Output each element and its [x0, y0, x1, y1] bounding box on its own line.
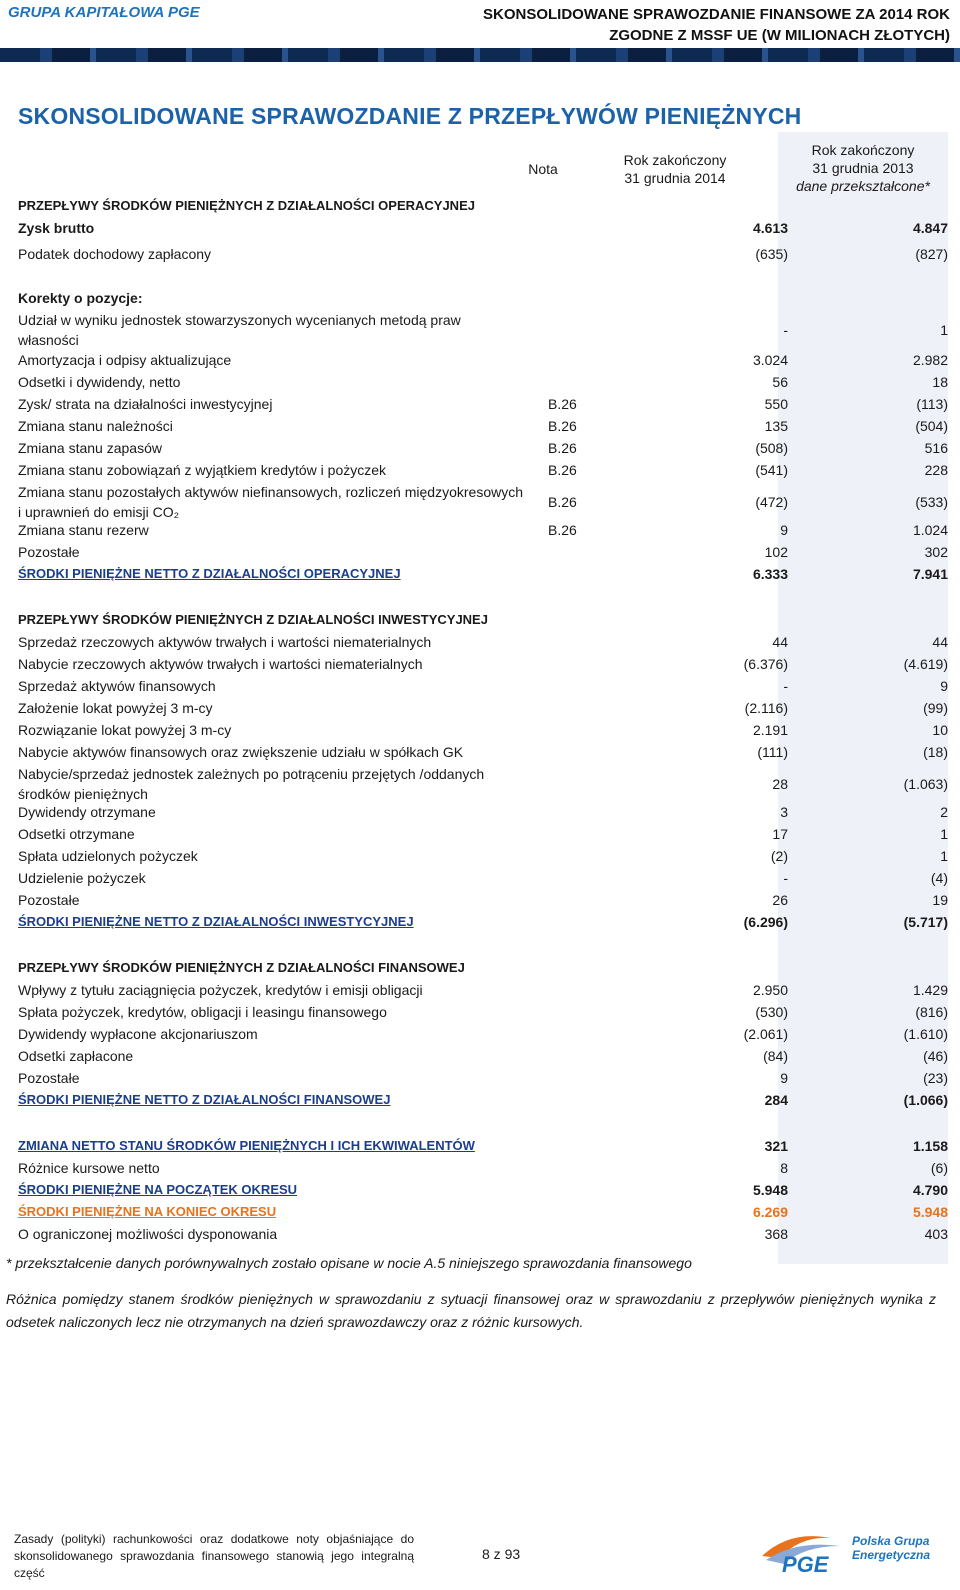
table-row: [18, 868, 948, 888]
row-value-2014: -: [783, 870, 788, 886]
row-value-2013: 10: [932, 722, 948, 738]
table-row: [18, 288, 948, 308]
row-value-2014: (508): [755, 440, 788, 456]
row-note: B.26: [548, 522, 577, 538]
header-decorative-band: [0, 48, 960, 62]
row-value-2014: -: [783, 678, 788, 694]
row-label: Dywidendy wypłacone akcjonariuszom: [18, 1026, 258, 1042]
row-value-2013: 1.158: [912, 1138, 948, 1154]
row-label: ŚRODKI PIENIĘŻNE NETTO Z DZIAŁALNOŚCI INWESTYCYJNEJ: [18, 914, 414, 929]
row-value-2013: 228: [924, 462, 948, 478]
row-value-2013: 1.024: [912, 522, 948, 538]
section-header-row: [18, 610, 948, 630]
row-value-2014: (541): [755, 462, 788, 478]
page-number: 8 z 93: [482, 1546, 521, 1562]
logo-caption: [852, 1534, 930, 1562]
table-row: [18, 824, 948, 844]
row-value-2013: 4.790: [912, 1182, 948, 1198]
row-value-2013: (4.619): [903, 656, 948, 672]
row-value-2013: (6): [930, 1160, 948, 1176]
row-value-2014: -: [783, 322, 788, 338]
row-value-2013: (533): [915, 494, 948, 510]
header-doc-title-line1: SKONSOLIDOWANE SPRAWOZDANIE FINANSOWE ZA 2014 ROK: [483, 6, 950, 23]
row-value-2014: 2.191: [752, 722, 788, 738]
row-value-2014: (84): [763, 1048, 788, 1064]
row-value-2013: (99): [923, 700, 948, 716]
row-value-2014: (6.376): [743, 656, 788, 672]
row-value-2014: 2.950: [752, 982, 788, 998]
row-label: Wpływy z tytułu zaciągnięcia pożyczek, kredytów i emisji obligacji: [18, 982, 423, 998]
header-doc-title: [483, 4, 950, 46]
row-value-2013: 18: [932, 374, 948, 390]
row-value-2013: 1.429: [912, 982, 948, 998]
row-value-2014: 135: [764, 418, 788, 434]
table-row: [18, 438, 948, 458]
row-label: Spłata udzielonych pożyczek: [18, 848, 198, 864]
table-row: [18, 1024, 948, 1044]
row-value-2013: (18): [923, 744, 948, 760]
table-row: [18, 482, 948, 522]
header-company: GRUPA KAPITAŁOWA PGE: [8, 4, 200, 21]
row-value-2013: 9: [940, 678, 948, 694]
row-value-2013: 19: [932, 892, 948, 908]
table-row: [18, 632, 948, 652]
column-header-2014-line2: 31 grudnia 2014: [624, 170, 726, 186]
row-value-2013: 1: [940, 848, 948, 864]
row-value-2014: 44: [772, 634, 788, 650]
row-value-2014: 6.333: [752, 566, 788, 582]
row-label: Sprzedaż aktywów finansowych: [18, 678, 216, 694]
row-value-2013: 302: [924, 544, 948, 560]
logo-caption-line1: Polska Grupa: [852, 1534, 930, 1548]
total-row: [18, 912, 948, 932]
row-value-2013: 2.982: [912, 352, 948, 368]
column-header-2014-line1: Rok zakończony: [623, 152, 727, 168]
row-value-2014: 321: [764, 1138, 788, 1154]
row-note: B.26: [548, 494, 577, 510]
row-label: Spłata pożyczek, kredytów, obligacji i leasingu finansowego: [18, 1004, 387, 1020]
table-row: [18, 350, 948, 370]
row-value-2013: 2: [940, 804, 948, 820]
table-row: [18, 460, 948, 480]
row-value-2013: 7.941: [912, 566, 948, 582]
row-label: Nabycie/sprzedaż jednostek zależnych po potrąceniu przejętych /oddanych środków pieniężnych: [18, 766, 485, 802]
row-value-2013: (1.063): [903, 776, 948, 792]
row-label: Amortyzacja i odpisy aktualizujące: [18, 352, 232, 368]
table-row: [18, 980, 948, 1000]
row-label: Podatek dochodowy zapłacony: [18, 246, 212, 262]
column-header-2013-line3: dane przekształcone*: [796, 178, 930, 194]
table-row: [18, 218, 948, 238]
row-value-2014: 28: [772, 776, 788, 792]
column-header-note-text: Nota: [528, 161, 558, 177]
row-value-2013: (113): [916, 396, 948, 412]
table-row: [18, 1224, 948, 1244]
table-row: [18, 742, 948, 762]
row-label: Zmiana stanu zobowiązań z wyjątkiem kredytów i pożyczek: [18, 462, 387, 478]
row-value-2013: 44: [932, 634, 948, 650]
row-label: Dywidendy otrzymane: [18, 804, 156, 820]
row-value-2014: 5.948: [752, 1182, 788, 1198]
statement-title: SKONSOLIDOWANE SPRAWOZDANIE Z PRZEPŁYWÓW PIENIĘŻNYCH: [18, 103, 802, 129]
table-row: [18, 654, 948, 674]
row-value-2013: (5.717): [903, 914, 948, 930]
table-row: [18, 676, 948, 696]
row-value-2014: (472): [755, 494, 788, 510]
row-label: PRZEPŁYWY ŚRODKÓW PIENIĘŻNYCH Z DZIAŁALNOŚCI OPERACYJNEJ: [18, 198, 475, 213]
row-note: B.26: [548, 418, 577, 434]
row-value-2014: 284: [764, 1092, 788, 1108]
row-label: ZMIANA NETTO STANU ŚRODKÓW PIENIĘŻNYCH I ICH EKWIWALENTÓW: [18, 1138, 475, 1153]
row-value-2014: 9: [780, 522, 788, 538]
row-label: Udzielenie pożyczek: [18, 870, 146, 886]
table-row: [18, 1046, 948, 1066]
header-doc-title-line2: ZGODNE Z MSSF UE (W MILIONACH ZŁOTYCH): [609, 27, 950, 44]
row-value-2013: 1: [940, 322, 948, 338]
row-value-2013: (23): [923, 1070, 948, 1086]
row-label: Zmiana stanu należności: [18, 418, 173, 434]
row-label: PRZEPŁYWY ŚRODKÓW PIENIĘŻNYCH Z DZIAŁALNOŚCI INWESTYCYJNEJ: [18, 612, 488, 627]
row-value-2014: (530): [755, 1004, 788, 1020]
column-header-note: [518, 160, 568, 178]
row-label: ŚRODKI PIENIĘŻNE NA KONIEC OKRESU: [18, 1204, 277, 1219]
row-value-2014: 3: [780, 804, 788, 820]
row-label: Odsetki otrzymane: [18, 826, 135, 842]
row-label: Zmiana stanu rezerw: [18, 522, 149, 538]
row-value-2013: (1.066): [903, 1092, 948, 1108]
row-label: Założenie lokat powyżej 3 m-cy: [18, 700, 213, 716]
total-row: [18, 1202, 948, 1222]
explanatory-paragraph: Różnica pomiędzy stanem środków pieniężnych w sprawozdaniu z sytuacji finansowej oraz w sprawozdaniu z przepływów pieniężnych wynika z odsetek naliczonych lecz nie otrzymanych na dzień sprawozdawczy oraz z różnic kursowych.: [6, 1291, 936, 1330]
row-value-2014: 102: [764, 544, 788, 560]
row-value-2014: (111): [757, 744, 788, 760]
row-label: ŚRODKI PIENIĘŻNE NA POCZĄTEK OKRESU: [18, 1182, 298, 1197]
row-value-2014: (2.116): [744, 700, 788, 716]
row-label: Odsetki zapłacone: [18, 1048, 134, 1064]
table-row: [18, 1158, 948, 1178]
row-label: Odsetki i dywidendy, netto: [18, 374, 181, 390]
row-label: ŚRODKI PIENIĘŻNE NETTO Z DZIAŁALNOŚCI FINANSOWEJ: [18, 1092, 391, 1107]
row-label: Różnice kursowe netto: [18, 1160, 160, 1176]
table-row: [18, 890, 948, 910]
row-value-2014: 9: [780, 1070, 788, 1086]
table-row: [18, 372, 948, 392]
row-label: Pozostałe: [18, 544, 80, 560]
table-row: [18, 542, 948, 562]
footnote: * przekształcenie danych porównywalnych zostało opisane w nocie A.5 niniejszego sprawozdania finansowego: [6, 1255, 692, 1271]
table-row: [18, 1068, 948, 1088]
table-row: [18, 846, 948, 866]
table-row: [18, 244, 948, 264]
table-row: [18, 720, 948, 740]
row-label: Pozostałe: [18, 1070, 80, 1086]
row-label: Nabycie aktywów finansowych oraz zwiększenie udziału w spółkach GK: [18, 744, 464, 760]
row-label: Rozwiązanie lokat powyżej 3 m-cy: [18, 722, 232, 738]
row-value-2014: (635): [755, 246, 788, 262]
total-row: [18, 1180, 948, 1200]
row-label: PRZEPŁYWY ŚRODKÓW PIENIĘŻNYCH Z DZIAŁALNOŚCI FINANSOWEJ: [18, 960, 465, 975]
row-label: Pozostałe: [18, 892, 80, 908]
logo-wordmark: PGE: [782, 1552, 829, 1576]
total-row: [18, 1136, 948, 1156]
row-value-2014: (2): [770, 848, 788, 864]
row-label: ŚRODKI PIENIĘŻNE NETTO Z DZIAŁALNOŚCI OPERACYJNEJ: [18, 566, 401, 581]
table-row: [18, 1002, 948, 1022]
row-value-2013: 1: [940, 826, 948, 842]
row-value-2014: 17: [772, 826, 788, 842]
logo-caption-line2: Energetyczna: [852, 1548, 931, 1562]
row-value-2014: 6.269: [752, 1204, 788, 1220]
section-header-row: [18, 196, 948, 216]
footer-policy-text: Zasady (polityki) rachunkowości oraz dodatkowe noty objaśniające do skonsolidowanego sprawozdania finansowego stanowią jego integralną część: [14, 1532, 414, 1580]
row-value-2014: 4.613: [752, 220, 788, 236]
row-value-2014: (6.296): [743, 914, 788, 930]
row-value-2014: 8: [780, 1160, 788, 1176]
row-label: Nabycie rzeczowych aktywów trwałych i wartości niematerialnych: [18, 656, 423, 672]
column-header-2013-line1: Rok zakończony: [811, 142, 915, 158]
row-label: Zmiana stanu pozostałych aktywów niefinansowych, rozliczeń międzyokresowych i uprawnień do emisji CO₂: [18, 484, 523, 520]
row-label: Zysk brutto: [18, 220, 95, 236]
row-note: B.26: [548, 396, 577, 412]
row-value-2014: 550: [764, 396, 788, 412]
row-value-2013: 4.847: [912, 220, 948, 236]
row-value-2014: (2.061): [743, 1026, 788, 1042]
total-row: [18, 1090, 948, 1110]
row-label: Sprzedaż rzeczowych aktywów trwałych i wartości niematerialnych: [18, 634, 432, 650]
row-value-2014: 3.024: [752, 352, 788, 368]
column-header-2013-line2: 31 grudnia 2013: [812, 160, 914, 176]
table-row: [18, 520, 948, 540]
row-value-2013: (46): [923, 1048, 948, 1064]
row-value-2013: 403: [924, 1226, 948, 1242]
table-row: [18, 394, 948, 414]
table-row: [18, 698, 948, 718]
row-value-2014: 56: [772, 374, 788, 390]
table-row: [18, 310, 948, 350]
column-header-2013: [778, 141, 948, 195]
row-value-2013: 5.948: [912, 1204, 948, 1220]
row-value-2014: 26: [772, 892, 788, 908]
column-header-2014: [600, 151, 750, 187]
row-note: B.26: [548, 462, 577, 478]
total-row: [18, 564, 948, 584]
row-label: Korekty o pozycje:: [18, 290, 143, 306]
row-value-2013: (1.610): [903, 1026, 948, 1042]
row-value-2013: (827): [915, 246, 948, 262]
table-row: [18, 416, 948, 436]
row-label: Zysk/ strata na działalności inwestycyjnej: [18, 396, 273, 412]
section-header-row: [18, 958, 948, 978]
row-label: Zmiana stanu zapasów: [18, 440, 162, 456]
row-value-2013: (816): [915, 1004, 948, 1020]
table-row: [18, 764, 948, 804]
row-value-2013: 516: [924, 440, 948, 456]
row-value-2013: (4): [930, 870, 948, 886]
row-value-2013: (504): [915, 418, 948, 434]
row-note: B.26: [548, 440, 577, 456]
table-row: [18, 802, 948, 822]
row-value-2014: 368: [764, 1226, 788, 1242]
row-label: Udział w wyniku jednostek stowarzyszonych wycenianych metodą praw własności: [18, 312, 461, 348]
row-label: O ograniczonej możliwości dysponowania: [18, 1226, 278, 1242]
